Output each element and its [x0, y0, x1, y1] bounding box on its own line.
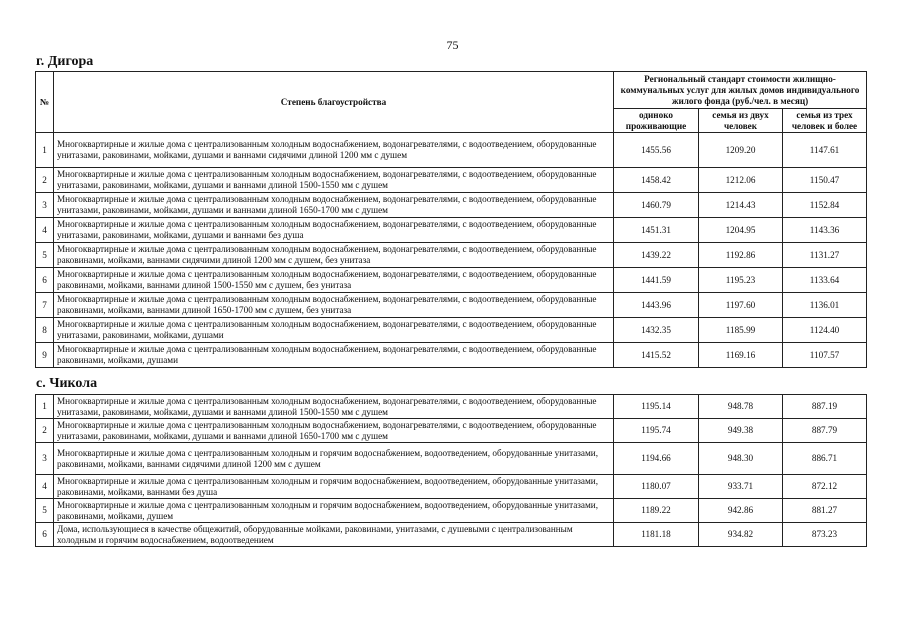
value-family-three: 887.79 [783, 419, 867, 443]
value-family-two: 948.30 [699, 443, 783, 475]
value-family-three: 1152.84 [783, 193, 867, 218]
row-description: Дома, использующиеся в качестве общежитий, оборудованные мойками, раковинами, унитазами, с душевыми с централизованным холодным и горячим водоснабжением, водоотведением [54, 523, 614, 547]
table-row [36, 318, 867, 343]
value-family-two: 942.86 [699, 499, 783, 523]
row-number: 3 [36, 443, 54, 475]
value-family-three: 1131.27 [783, 243, 867, 268]
value-family-three: 887.19 [783, 395, 867, 419]
table-row [36, 168, 867, 193]
row-number: 6 [36, 523, 54, 547]
header-family-three: семья из трех человек и более [783, 109, 867, 133]
value-family-three: 1133.64 [783, 268, 867, 293]
value-single: 1455.56 [614, 133, 699, 168]
value-family-three: 881.27 [783, 499, 867, 523]
table-row [36, 419, 867, 443]
value-family-two: 1212.06 [699, 168, 783, 193]
table-row [36, 499, 867, 523]
row-number: 2 [36, 419, 54, 443]
value-single: 1195.74 [614, 419, 699, 443]
value-family-three: 1150.47 [783, 168, 867, 193]
table-row [36, 218, 867, 243]
header-standard: Региональный стандарт стоимости жилищно-коммунальных услуг для жилых домов индивидуального жилого фонда (руб./чел. в месяц) [614, 72, 867, 109]
table-row [36, 443, 867, 475]
value-single: 1195.14 [614, 395, 699, 419]
value-family-three: 1136.01 [783, 293, 867, 318]
row-number: 1 [36, 133, 54, 168]
section-title-chikola: с. Чикола [36, 376, 98, 391]
row-number: 2 [36, 168, 54, 193]
row-number: 6 [36, 268, 54, 293]
value-single: 1415.52 [614, 343, 699, 368]
table-row [36, 268, 867, 293]
row-description: Многоквартирные и жилые дома с централизованным холодным водоснабжением, водонагревателями, с водоотведением, оборудованные унитазами, раковинами, мойками, душами [54, 318, 614, 343]
row-number: 1 [36, 395, 54, 419]
value-family-three: 1143.36 [783, 218, 867, 243]
value-family-three: 886.71 [783, 443, 867, 475]
header-single: одиноко проживающие [614, 109, 699, 133]
value-single: 1460.79 [614, 193, 699, 218]
table-row [36, 395, 867, 419]
row-description: Многоквартирные и жилые дома с централизованным холодным и горячим водоснабжением, водоотведением, оборудованные унитазами, раковинами, мойками, ваннами без душа [54, 475, 614, 499]
value-family-three: 1124.40 [783, 318, 867, 343]
table-body-chikola [36, 395, 867, 547]
value-single: 1458.42 [614, 168, 699, 193]
row-description: Многоквартирные и жилые дома с централизованным холодным водоснабжением, водонагревателями, с водоотведением, оборудованные раковинами, мойками, душами [54, 343, 614, 368]
row-number: 4 [36, 475, 54, 499]
value-single: 1180.07 [614, 475, 699, 499]
value-family-three: 1147.61 [783, 133, 867, 168]
table-body-digora [36, 133, 867, 368]
row-description: Многоквартирные и жилые дома с централизованным холодным и горячим водоснабжением, водоотведением, оборудованные унитазами, раковинами, мойками, ваннами сидячими длиной 1200 мм с душем [54, 443, 614, 475]
row-number: 8 [36, 318, 54, 343]
value-family-two: 1214.43 [699, 193, 783, 218]
value-family-two: 1195.23 [699, 268, 783, 293]
value-family-two: 1169.16 [699, 343, 783, 368]
page-number: 75 [446, 38, 459, 52]
tariff-table-chikola [35, 394, 867, 547]
value-single: 1439.22 [614, 243, 699, 268]
value-single: 1432.35 [614, 318, 699, 343]
table-row [36, 343, 867, 368]
value-family-two: 1204.95 [699, 218, 783, 243]
row-number: 3 [36, 193, 54, 218]
row-description: Многоквартирные и жилые дома с централизованным холодным водоснабжением, водонагревателями, с водоотведением, оборудованные унитазами, раковинами, мойками, душами и ваннами сидячими длиной 1200 мм с душем [54, 133, 614, 168]
value-single: 1441.59 [614, 268, 699, 293]
row-description: Многоквартирные и жилые дома с централизованным холодным водоснабжением, водонагревателями, с водоотведением, оборудованные унитазами, раковинами, мойками, душами и ваннами длиной 1500-1550 мм с душем [54, 395, 614, 419]
value-family-three: 872.12 [783, 475, 867, 499]
value-single: 1451.31 [614, 218, 699, 243]
header-degree: Степень благоустройства [54, 72, 614, 133]
value-family-three: 873.23 [783, 523, 867, 547]
row-number: 4 [36, 218, 54, 243]
value-family-two: 1197.60 [699, 293, 783, 318]
value-single: 1181.18 [614, 523, 699, 547]
section-title-digora: г. Дигора [36, 54, 94, 69]
tariff-table-digora [35, 71, 867, 368]
value-single: 1194.66 [614, 443, 699, 475]
value-family-two: 933.71 [699, 475, 783, 499]
table-row [36, 475, 867, 499]
row-number: 5 [36, 499, 54, 523]
row-description: Многоквартирные и жилые дома с централизованным холодным и горячим водоснабжением, водоотведением, оборудованные унитазами, раковинами, мойками, душем [54, 499, 614, 523]
table-row [36, 293, 867, 318]
value-single: 1443.96 [614, 293, 699, 318]
row-description: Многоквартирные и жилые дома с централизованным холодным водоснабжением, водонагревателями, с водоотведением, оборудованные раковинами, мойками, ваннами длиной 1650-1700 мм с душем, без унитаза [54, 293, 614, 318]
row-description: Многоквартирные и жилые дома с централизованным холодным водоснабжением, водонагревателями, с водоотведением, оборудованные унитазами, раковинами, мойками, душами и ваннами длиной 1650-1700 мм с душем [54, 193, 614, 218]
row-description: Многоквартирные и жилые дома с централизованным холодным водоснабжением, водонагревателями, с водоотведением, оборудованные унитазами, раковинами, мойками, душами и ваннами длиной 1650-1700 мм с душем [54, 419, 614, 443]
value-family-two: 1185.99 [699, 318, 783, 343]
row-description: Многоквартирные и жилые дома с централизованным холодным водоснабжением, водонагревателями, с водоотведением, оборудованные раковинами, мойками, ваннами сидячими длиной 1200 мм с душем, без унитаза [54, 243, 614, 268]
value-single: 1189.22 [614, 499, 699, 523]
row-number: 7 [36, 293, 54, 318]
value-family-two: 949.38 [699, 419, 783, 443]
value-family-two: 934.82 [699, 523, 783, 547]
row-number: 9 [36, 343, 54, 368]
header-num: № [36, 72, 54, 133]
table-row [36, 193, 867, 218]
row-description: Многоквартирные и жилые дома с централизованным холодным водоснабжением, водонагревателями, с водоотведением, оборудованные унитазами, раковинами, мойками, душами и ваннами без душа [54, 218, 614, 243]
header-family-two: семья из двух человек [699, 109, 783, 133]
row-description: Многоквартирные и жилые дома с централизованным холодным водоснабжением, водонагревателями, с водоотведением, оборудованные раковинами, мойками, ваннами длиной 1500-1550 мм с душем, без унитаза [54, 268, 614, 293]
table-row [36, 523, 867, 547]
row-number: 5 [36, 243, 54, 268]
table-row [36, 243, 867, 268]
table-row [36, 133, 867, 168]
value-family-two: 1209.20 [699, 133, 783, 168]
value-family-two: 1192.86 [699, 243, 783, 268]
value-family-two: 948.78 [699, 395, 783, 419]
row-description: Многоквартирные и жилые дома с централизованным холодным водоснабжением, водонагревателями, с водоотведением, оборудованные унитазами, раковинами, мойками, душами и ваннами длиной 1500-1550 мм с душем [54, 168, 614, 193]
value-family-three: 1107.57 [783, 343, 867, 368]
